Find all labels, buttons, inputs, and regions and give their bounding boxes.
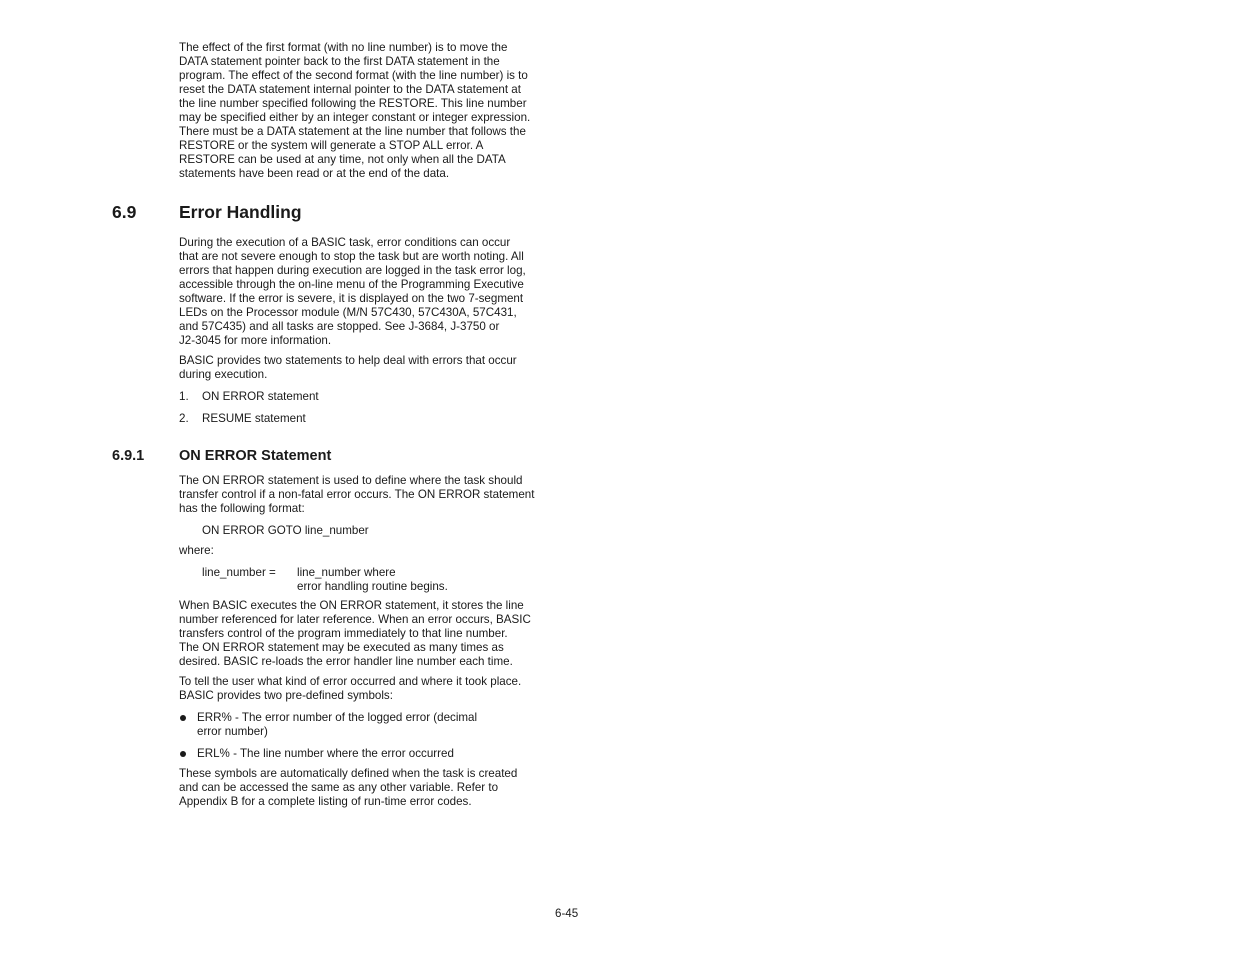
format-line: ON ERROR GOTO line_number (202, 524, 369, 537)
subsection-number: 6.9.1 (112, 448, 145, 464)
bullet-item-text: ERR% - The error number of the logged error (decimal error number) (197, 711, 478, 738)
section-number: 6.9 (112, 202, 137, 222)
bullet-item-text: ERL% - The line number where the error occurred (197, 747, 454, 760)
list-item-text: RESUME statement (202, 412, 306, 425)
section-title: Error Handling (179, 202, 302, 222)
on-error-paragraph-3: To tell the user what kind of error occurred and where it took place. BASIC provides two pre-defined symbols: (179, 675, 522, 702)
page-number: 6-45 (555, 907, 579, 920)
on-error-paragraph-1: The ON ERROR statement is used to define where the task should transfer control if a non-fatal error occurs. The ON ERROR statement has the following format: (179, 474, 535, 515)
definition-term: line_number = (202, 566, 276, 579)
error-handling-paragraph-1: During the execution of a BASIC task, error conditions can occur that are not severe enough to stop the task but are worth noting. All errors that happen during execution are logged in the task error log, accessible through the on-line menu of the Programming Executive software. If the error is severe, it is displayed on the two 7-segment LEDs on the Processor module (M/N 57C430, 57C430A, 57C431, and 57C435) and all tasks are stopped. See J-3684, J-3750 or J2-3045 for more information. (179, 236, 526, 347)
bullet-icon (180, 751, 186, 757)
on-error-paragraph-2: When BASIC executes the ON ERROR statement, it stores the line number referenced for later reference. When an error occurs, BASIC transfers control of the program immediately to that line number. The ON ERROR statement may be executed as many times as desired. BASIC re-loads the error handler line number each time. (179, 599, 531, 668)
intro-paragraph: The effect of the first format (with no line number) is to move the DATA statement pointer back to the first DATA statement in the program. The effect of the second format (with the line number) is to reset the DATA statement internal pointer to the DATA statement at the line number specified following the RESTORE. This line number may be specified either by an integer constant or integer expression. There must be a DATA statement at the line number that follows the RESTORE or the system will generate a STOP ALL error. A RESTORE can be used at any time, not only when all the DATA statements have been read or at the end of the data. (179, 41, 531, 180)
error-handling-paragraph-2: BASIC provides two statements to help deal with errors that occur during execution. (179, 354, 517, 381)
list-item-text: ON ERROR statement (202, 390, 319, 403)
on-error-paragraph-4: These symbols are automatically defined when the task is created and can be accessed the same as any other variable. Refer to Appendix B for a complete listing of run-time error codes. (179, 767, 518, 808)
list-item-number: 1. (179, 390, 189, 403)
list-item-number: 2. (179, 412, 189, 425)
where-label: where: (179, 544, 214, 557)
bullet-icon (180, 715, 186, 721)
subsection-title: ON ERROR Statement (179, 448, 332, 464)
definition-text: line_number where error handling routine begins. (297, 566, 448, 593)
